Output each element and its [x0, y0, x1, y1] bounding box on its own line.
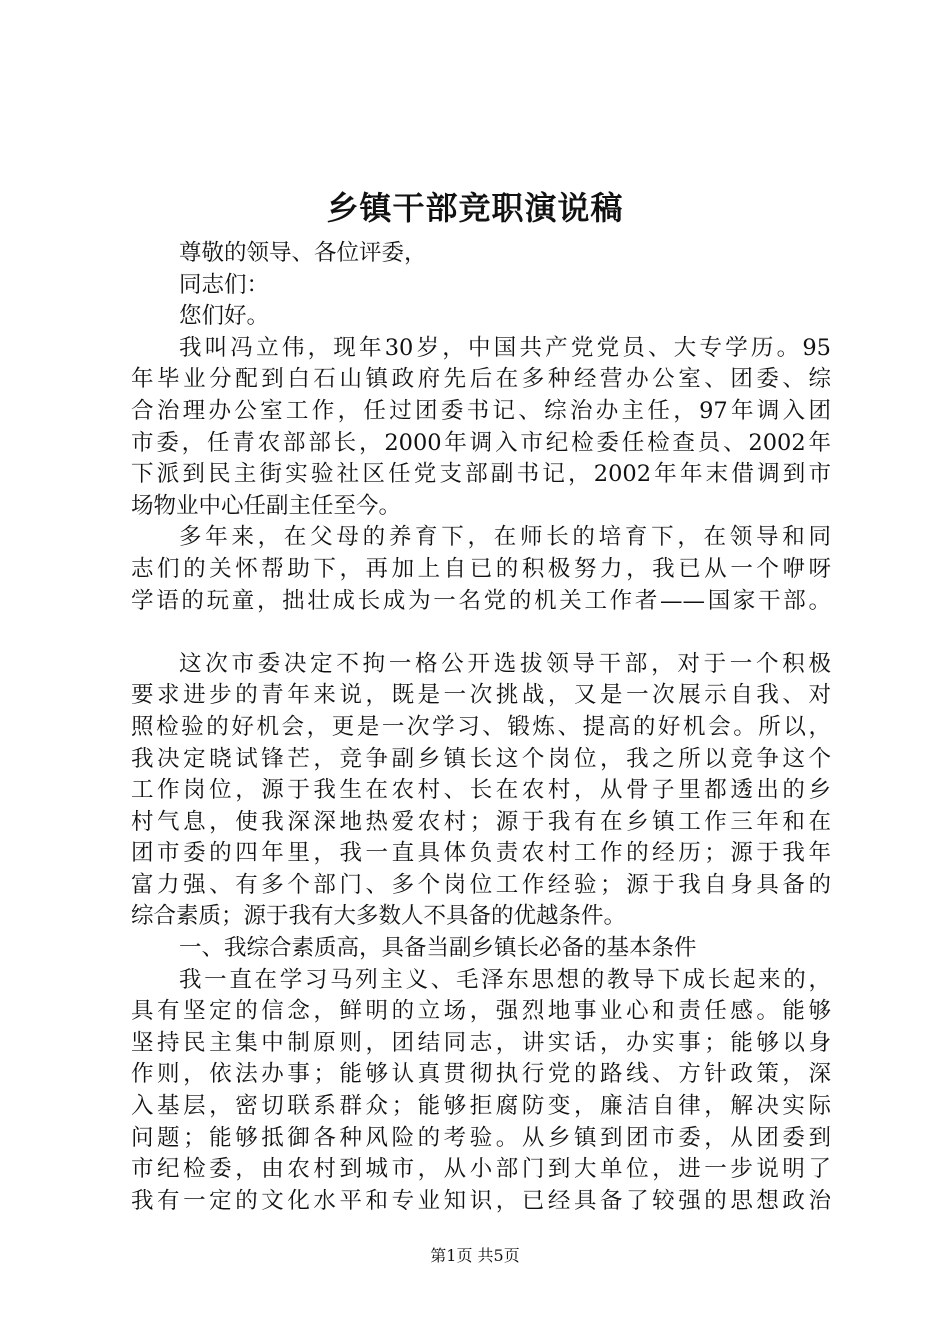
text-line: 坚持民主集中制原则，团结同志，讲实话，办实事；能够以身 [131, 1029, 831, 1056]
text-line: 市纪检委，由农村到城市，从小部门到大单位，进一步说明了 [131, 1156, 831, 1183]
text-line: 场物业中心任副主任至今。 [131, 492, 402, 519]
text-line: 问题；能够抵御各种风险的考验。从乡镇到团市委，从团委到 [131, 1124, 831, 1151]
text-line: 工作岗位，源于我生在农村、长在农村，从骨子里都透出的乡 [131, 777, 831, 804]
text-line: 要求进步的青年来说，既是一次挑战，又是一次展示自我、对 [131, 682, 831, 709]
text-line: 年毕业分配到白石山镇政府先后在多种经营办公室、团委、综 [131, 366, 831, 393]
text-line: 我叫冯立伟，现年30岁，中国共产党党员、大专学历。95 [179, 334, 831, 361]
text-line: 学语的玩童，拙壮成长成为一名党的机关工作者——国家干部。 [131, 587, 831, 614]
text-line: 一、我综合素质高，具备当副乡镇长必备的基本条件 [179, 935, 697, 962]
text-line: 团市委的四年里，我一直具体负责农村工作的经历；源于我年 [131, 840, 831, 867]
text-line: 入基层，密切联系群众；能够拒腐防变，廉洁自律，解决实际 [131, 1093, 831, 1120]
text-line: 志们的关怀帮助下，再加上自已的积极努力，我已从一个咿呀 [131, 555, 831, 582]
text-line: 这次市委决定不拘一格公开选拔领导干部，对于一个积极 [179, 650, 831, 677]
text-line: 照检验的好机会，更是一次学习、锻炼、提高的好机会。所以， [131, 713, 831, 740]
text-line: 下派到民主街实验社区任党支部副书记，2002年年末借调到市 [131, 461, 831, 488]
text-line: 综合素质；源于我有大多数人不具备的优越条件。 [131, 903, 627, 930]
text-line: 我一直在学习马列主义、毛泽东思想的教导下成长起来的， [179, 966, 831, 993]
text-line: 多年来，在父母的养育下，在师长的培育下，在领导和同 [179, 524, 831, 551]
text-line: 村气息，使我深深地热爱农村；源于我有在乡镇工作三年和在 [131, 808, 831, 835]
blank-line [131, 617, 831, 649]
text-line: 合治理办公室工作，任过团委书记、综治办主任，97年调入团 [131, 397, 831, 424]
document-body [131, 238, 831, 1217]
text-line: 我有一定的文化水平和专业知识，已经具备了较强的思想政治 [131, 1187, 831, 1214]
text-line: 富力强、有多个部门、多个岗位工作经验；源于我自身具备的 [131, 871, 831, 898]
text-line: 具有坚定的信念，鲜明的立场，强烈地事业心和责任感。能够 [131, 998, 831, 1025]
text-line: 作则，依法办事；能够认真贯彻执行党的路线、方针政策，深 [131, 1061, 831, 1088]
text-line: 市委，任青农部部长，2000年调入市纪检委任检查员、2002年 [131, 429, 831, 456]
text-line: 您们好。 [179, 303, 270, 330]
document-title: 乡镇干部竞职演说稿 [326, 189, 624, 227]
text-line: 同志们： [179, 271, 270, 298]
text-line: 我决定晓试锋芒，竞争副乡镇长这个岗位，我之所以竞争这个 [131, 745, 831, 772]
page-footer: 第1页 共5页 [430, 1246, 520, 1265]
text-line: 尊敬的领导、各位评委， [179, 240, 427, 266]
